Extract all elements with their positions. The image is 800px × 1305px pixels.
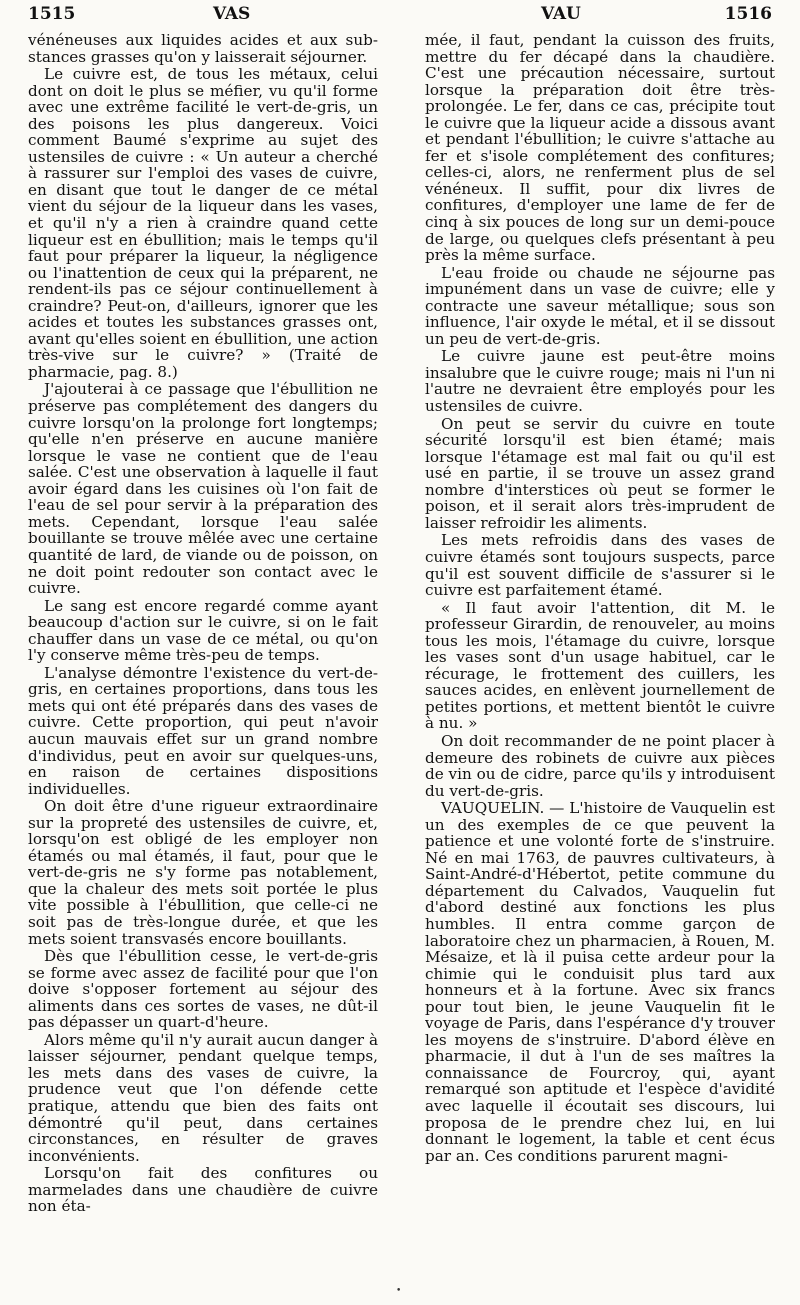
left-running-head: VAS bbox=[213, 4, 251, 24]
paragraph: Le cuivre jaune est peut-être moins insalubre que le cuivre rouge; mais ni l'un ni l'autre ne devraient être employés pour les ustensiles de cuivre. bbox=[425, 347, 775, 416]
right-page-number: 1516 bbox=[724, 4, 772, 24]
paragraph: « Il faut avoir l'attention, dit M. le professeur Girardin, de renouveler, au moins tous les mois, l'étamage du cuivre, lorsque les vases sont d'un usage habituel, car le récurage, le frottement des cuillers, les sauces acides, en enlèvent journellement de petites portions, et mettent bientôt le cuivre à nu. » bbox=[425, 598, 775, 733]
paragraph: Alors même qu'il n'y aurait aucun danger à laisser séjourner, pendant quelque temps, les mets dans des vases de cuivre, la prudence veut que l'on défende cette pratique, attendu que bien des faits ont démontré qu'il peut, dans certaines circonstances, en résulter de graves inconvénients. bbox=[28, 1030, 378, 1165]
paragraph: L'analyse démontre l'existence du vert-de-gris, en certaines proportions, dans tous les mets qui ont été préparés dans des vases de cuivre. Cette proportion, qui peut n'avoir aucun mauvais effet sur un grand nombre d'individus, peut en avoir sur quelques-uns, en raison de certaines dispositions individuelles. bbox=[28, 663, 378, 798]
paragraph: Lorsqu'on fait des confitures ou marmelades dans une chaudière de cuivre non éta- bbox=[28, 1164, 378, 1216]
paragraph: Le sang est encore regardé comme ayant beaucoup d'action sur le cuivre, si on le fait chauffer dans un vase de ce métal, ou qu'on l'y conserve même très-peu de temps. bbox=[28, 596, 378, 665]
right-running-head: VAU bbox=[541, 4, 581, 24]
paragraph: J'ajouterai à ce passage que l'ébullition ne préserve pas complétement des dangers du cuivre lorsqu'on la prolonge fort longtemps; qu'elle n'en préserve en aucune manière lorsque le vase ne contient que de l'eau salée. C'est une observation à laquelle il faut avoir égard dans les cuisines où l'on fait de l'eau de sel pour servir à la préparation des mets. Cependant, lorsque l'eau salée bouillante se trouve mêlée avec une certaine quantité de lard, de viande ou de poisson, on ne doit point redouter son contact avec le cuivre. bbox=[28, 380, 378, 598]
paragraph: Les mets refroidis dans des vases de cuivre étamés sont toujours suspects, parce qu'il est souvent difficile de s'assurer si le cuivre est parfaitement étamé. bbox=[425, 531, 775, 600]
left-text-column bbox=[28, 32, 378, 1294]
paragraph: vénéneuses aux liquides acides et aux sub-stances grasses qu'on y laisserait séjourner. bbox=[28, 32, 378, 66]
paragraph: On peut se servir du cuivre en toute sécurité lorsqu'il est bien étamé; mais lorsque l'étamage est mal fait ou qu'il est usé en partie, il se trouve un assez grand nombre d'interstices où peut se former le poison, et il serait alors très-imprudent de laisser refroidir les aliments. bbox=[425, 414, 775, 532]
paragraph: On doit recommander de ne point placer à demeure des robinets de cuivre aux pièces de vin ou de cidre, parce qu'ils y introduisent du vert-de-gris. bbox=[425, 731, 775, 800]
left-page-number: 1515 bbox=[28, 4, 76, 24]
vauquelin-entry: VAUQUELIN. — L'histoire de Vauquelin est un des exemples de ce que peuvent la patience et une volonté forte de s'instruire. Né en mai 1763, de pauvres cultivateurs, à Saint-André-d'Hébertot, petite commune du département du Calvados, Vauquelin fut d'abord destiné aux fonctions les plus humbles. Il entra comme garçon de laboratoire chez un pharmacien, à Rouen, M. Mésaize, et là il puisa cette ardeur pour la chimie qui le conduisit plus tard aux honneurs et à la fortune. Avec six francs pour tout bien, le jeune Vauquelin fit le voyage de Paris, dans l'espérance d'y trouver les moyens de s'instruire. D'abord élève en pharmacie, il dut à l'un de ses maîtres la connaissance de Fourcroy, qui, ayant remarqué son aptitude et l'espèce d'avidité avec laquelle il écoutait ses discours, lui proposa de le prendre chez lui, en lui donnant le logement, la table et cent écus par an. Ces conditions parurent magni- bbox=[425, 799, 775, 1165]
paragraph: Dès que l'ébullition cesse, le vert-de-gris se forme avec assez de facilité pour que l'on doive s'opposer fortement au séjour des aliments dans ces sortes de vases, ne dût-il pas dépasser un quart-d'heure. bbox=[28, 947, 378, 1032]
paragraph: L'eau froide ou chaude ne séjourne pas impunément dans un vase de cuivre; elle y contracte une saveur métallique; sous son influence, l'air oxyde le métal, et il se dissout un peu de vert-de-gris. bbox=[425, 263, 775, 348]
right-text-column bbox=[425, 32, 775, 1294]
paragraph: mée, il faut, pendant la cuisson des fruits, mettre du fer décapé dans la chaudière. C'est une précaution nécessaire, surtout lorsque la préparation doit être très-prolongée. Le fer, dans ce cas, précipite tout le cuivre que la liqueur acide a dissous avant et pendant l'ébullition; le cuivre s'attache au fer et s'isole complétement des confitures; celles-ci, alors, ne renferment plus de sel vénéneux. Il suffit, pour dix livres de confitures, d'employer une lame de fer de cinq à six pouces de long sur un demi-pouce de large, ou quelques clefs présentant à peu près la même surface. bbox=[425, 32, 775, 265]
paragraph: On doit être d'une rigueur extraordinaire sur la propreté des ustensiles de cuivre, et, lorsqu'on est obligé de les employer non étamés ou mal étamés, il faut, pour que le vert-de-gris ne s'y forme pas notablement, que la chaleur des mets soit portée le plus vite possible à l'ébullition, que celle-ci ne soit pas de très-longue durée, et que les mets soient transvasés encore bouillants. bbox=[28, 797, 378, 948]
paragraph: Le cuivre est, de tous les métaux, celui dont on doit le plus se méfier, vu qu'il forme avec une extrême facilité le vert-de-gris, un des poisons les plus dangereux. Voici comment Baumé s'exprime au sujet des ustensiles de cuivre : « Un auteur a cherché à rassurer sur l'emploi des vases de cuivre, en disant que tout le danger de ce métal vient du séjour de la liqueur dans les vases, et qu'il n'y a rien à craindre quand cette liqueur est en ébullition; mais le temps qu'il faut pour préparer la liqueur, la négligence ou l'inattention de ceux qui la préparent, ne rendent-ils pas ce séjour continuellement à craindre? Peut-on, d'ailleurs, ignorer que les acides et toutes les substances grasses ont, avant qu'elles soient en ébullition, une action très-vive sur le cuivre? » (Traité de pharmacie, pag. 8.) bbox=[28, 65, 378, 381]
running-header bbox=[28, 4, 772, 30]
footer-mark: • bbox=[396, 1286, 402, 1296]
